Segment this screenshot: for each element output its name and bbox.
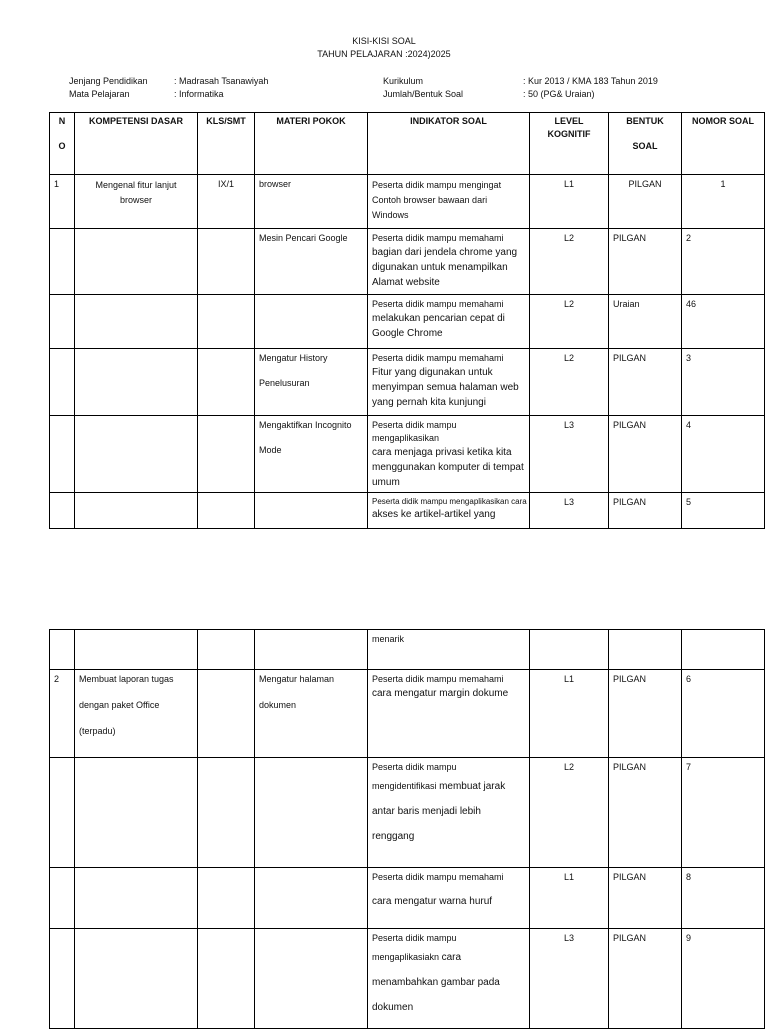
cell-indikator: Peserta didik mampu memahami Fitur yang digunakan untuk menyimpan semua halaman web yang pernah kita kunjungi	[368, 349, 530, 416]
cell-materi: Mengatur History Penelusuran	[255, 349, 368, 416]
cell-nomor: 46	[682, 295, 765, 349]
col-nomor: NOMOR SOAL	[682, 113, 765, 175]
col-kls: KLS/SMT	[198, 113, 255, 175]
cell-nomor: 6	[682, 670, 765, 758]
document-title: KISI-KISI SOAL	[352, 36, 416, 46]
cell-materi	[255, 493, 368, 529]
meta-mapel-value: : Informatika	[174, 89, 224, 99]
col-materi: MATERI POKOK	[255, 113, 368, 175]
table-row	[50, 229, 765, 295]
cell-no	[50, 929, 75, 1029]
cell-no	[50, 758, 75, 868]
cell-kls: IX/1	[198, 175, 255, 229]
cell-bentuk: PILGAN	[609, 349, 682, 416]
cell-indikator: menarik	[368, 630, 530, 670]
cell-kompetensi	[75, 758, 198, 868]
cell-materi	[255, 929, 368, 1029]
cell-kompetensi: Mengenal fitur lanjut browser	[75, 175, 198, 229]
cell-indikator: Peserta didik mampu mengingat Contoh browser bawaan dari Windows	[368, 175, 530, 229]
cell-kls	[198, 349, 255, 416]
cell-indikator: Peserta didik mampu memahami cara mengatur warna huruf	[368, 868, 530, 929]
cell-level: L3	[530, 493, 609, 529]
cell-kls	[198, 295, 255, 349]
cell-materi: Mengatur halaman dokumen	[255, 670, 368, 758]
cell-bentuk: Uraian	[609, 295, 682, 349]
cell-level: L3	[530, 416, 609, 493]
table-row	[50, 929, 765, 1029]
cell-indikator: Peserta didik mampu mengaplikasikan cara menjaga privasi ketika kita menggunakan komputer di tempat umum	[368, 416, 530, 493]
cell-materi	[255, 295, 368, 349]
cell-materi	[255, 868, 368, 929]
cell-bentuk: PILGAN	[609, 758, 682, 868]
table-row	[50, 758, 765, 868]
cell-nomor: 7	[682, 758, 765, 868]
cell-materi: Mengaktifkan Incognito Mode	[255, 416, 368, 493]
col-kompetensi: KOMPETENSI DASAR	[75, 113, 198, 175]
col-level: LEVEL KOGNITIF	[530, 113, 609, 175]
cell-kls	[198, 670, 255, 758]
cell-level: L2	[530, 295, 609, 349]
cell-bentuk: PILGAN	[609, 493, 682, 529]
cell-kls	[198, 229, 255, 295]
cell-materi: Mesin Pencari Google	[255, 229, 368, 295]
cell-kompetensi: Membuat laporan tugas dengan paket Office (terpadu)	[75, 670, 198, 758]
cell-nomor: 4	[682, 416, 765, 493]
cell-level: L1	[530, 175, 609, 229]
cell-nomor: 9	[682, 929, 765, 1029]
cell-no	[50, 349, 75, 416]
cell-indikator: Peserta didik mampu memahami cara mengatur margin dokume	[368, 670, 530, 758]
table-row	[50, 175, 765, 229]
cell-no: 2	[50, 670, 75, 758]
cell-kompetensi	[75, 929, 198, 1029]
table-row	[50, 349, 765, 416]
meta-jumlah-label: Jumlah/Bentuk Soal	[383, 89, 464, 99]
cell-kompetensi	[75, 295, 198, 349]
cell-kls	[198, 416, 255, 493]
table-row	[50, 493, 765, 529]
cell-no: 1	[50, 175, 75, 229]
cell-kompetensi	[75, 416, 198, 493]
col-indikator: INDIKATOR SOAL	[368, 113, 530, 175]
cell-no	[50, 630, 75, 670]
cell-nomor: 5	[682, 493, 765, 529]
cell-nomor	[682, 630, 765, 670]
table-row	[50, 630, 765, 670]
cell-no	[50, 493, 75, 529]
table-header-row	[50, 113, 765, 175]
cell-level: L3	[530, 929, 609, 1029]
meta-kurikulum-value: : Kur 2013 / KMA 183 Tahun 2019	[523, 76, 658, 86]
cell-level: L2	[530, 349, 609, 416]
cell-no	[50, 229, 75, 295]
cell-kls	[198, 630, 255, 670]
cell-no	[50, 416, 75, 493]
meta-jumlah-value: : 50 (PG& Uraian)	[523, 89, 595, 99]
col-no: N O	[50, 113, 75, 175]
cell-kls	[198, 493, 255, 529]
cell-bentuk: PILGAN	[609, 670, 682, 758]
cell-level	[530, 630, 609, 670]
cell-kls	[198, 868, 255, 929]
meta-jenjang-label: Jenjang Pendidikan	[69, 76, 148, 86]
cell-nomor: 8	[682, 868, 765, 929]
cell-indikator: Peserta didik mampu mengaplikasikan cara akses ke artikel-artikel yang	[368, 493, 530, 529]
cell-bentuk: PILGAN	[609, 229, 682, 295]
table-row	[50, 868, 765, 929]
cell-indikator: Peserta didik mampu mengaplikasiakn cara menambahkan gambar pada dokumen	[368, 929, 530, 1029]
table-row	[50, 416, 765, 493]
cell-kompetensi	[75, 630, 198, 670]
cell-no	[50, 868, 75, 929]
cell-bentuk: PILGAN	[609, 175, 682, 229]
cell-level: L1	[530, 868, 609, 929]
meta-jenjang-value: : Madrasah Tsanawiyah	[174, 76, 269, 86]
cell-level: L2	[530, 758, 609, 868]
col-bentuk: BENTUK SOAL	[609, 113, 682, 175]
table-row	[50, 295, 765, 349]
meta-kurikulum-label: Kurikulum	[383, 76, 424, 86]
cell-nomor: 3	[682, 349, 765, 416]
kisi-table-page-2	[49, 629, 765, 1029]
cell-materi	[255, 630, 368, 670]
cell-kompetensi	[75, 493, 198, 529]
document-subtitle: TAHUN PELAJARAN :2024)2025	[317, 49, 451, 59]
cell-kls	[198, 758, 255, 868]
cell-indikator: Peserta didik mampu mengidentifikasi membuat jarak antar baris menjadi lebih renggang	[368, 758, 530, 868]
cell-bentuk: PILGAN	[609, 416, 682, 493]
cell-nomor: 1	[682, 175, 765, 229]
cell-kompetensi	[75, 349, 198, 416]
cell-level: L2	[530, 229, 609, 295]
meta-mapel-label: Mata Pelajaran	[69, 89, 130, 99]
cell-kls	[198, 929, 255, 1029]
kisi-table-page-1	[49, 112, 765, 529]
cell-kompetensi	[75, 868, 198, 929]
cell-indikator: Peserta didik mampu memahami melakukan pencarian cepat di Google Chrome	[368, 295, 530, 349]
cell-level: L1	[530, 670, 609, 758]
cell-materi: browser	[255, 175, 368, 229]
cell-materi	[255, 758, 368, 868]
cell-indikator: Peserta didik mampu memahami bagian dari jendela chrome yang digunakan untuk menampilkan Alamat website	[368, 229, 530, 295]
table-row	[50, 670, 765, 758]
cell-nomor: 2	[682, 229, 765, 295]
cell-no	[50, 295, 75, 349]
cell-bentuk	[609, 630, 682, 670]
cell-kompetensi	[75, 229, 198, 295]
cell-bentuk: PILGAN	[609, 929, 682, 1029]
cell-bentuk: PILGAN	[609, 868, 682, 929]
